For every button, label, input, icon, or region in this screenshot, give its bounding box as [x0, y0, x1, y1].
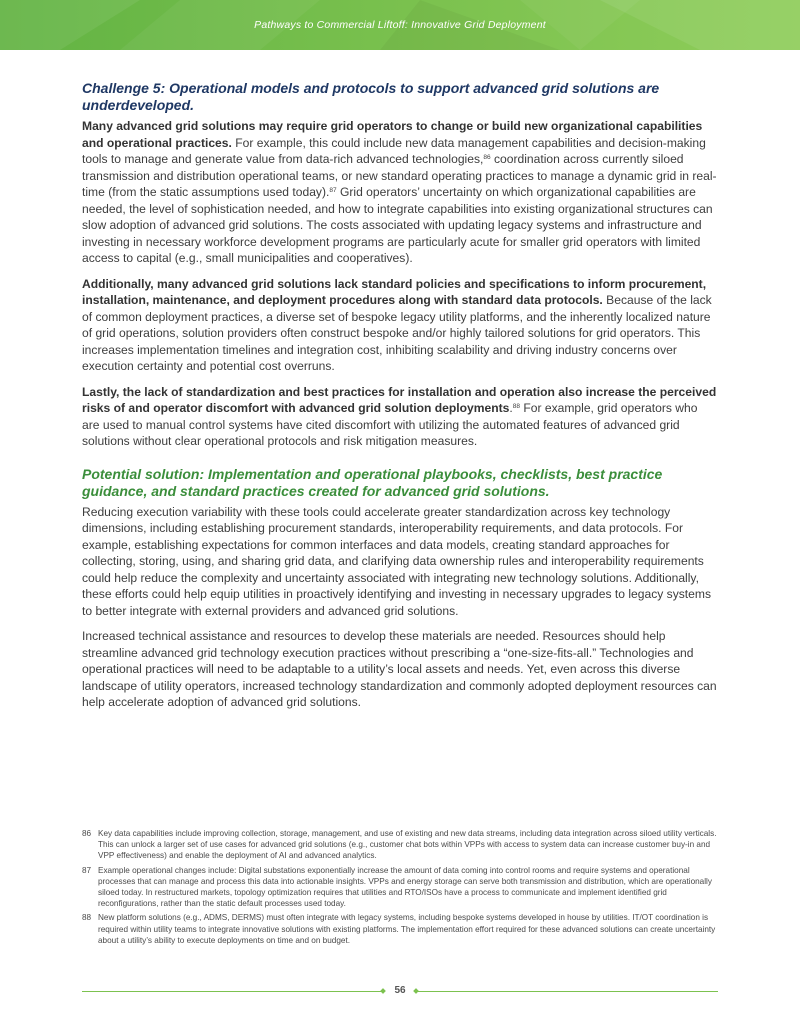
solution-heading: Potential solution: Implementation and operational playbooks, checklists, best practice guidance, and standard practices created for advanced grid solutions.	[82, 465, 663, 499]
footnote-87	[82, 865, 722, 910]
challenge-p1-text-b: coordination across currently siloed transmission and distribution operational teams, or new standard operating practices to manage a dynamic grid in real-time (from the static assumptions used today).	[82, 152, 717, 199]
challenge-p3-text-a: .	[509, 401, 513, 415]
header-banner	[0, 0, 800, 50]
footnote-text: Key data capabilities include improving collection, storage, management, and use of existing and new data streams, including data integration across siloed utility verticals. This can unlock a larger set of use cases for advanced grid solutions (e.g., customer chat bots within VPPs with access to system data can increase customer buy-in and VPP effectiveness) and enable the deployment of AI and advanced analytics.	[98, 829, 717, 861]
footnote-ref-87[interactable]: 87	[329, 187, 337, 194]
footer-rule-left	[82, 991, 382, 992]
footnote-88	[82, 912, 722, 946]
challenge-p3-lead: Lastly, the lack of standardization and best practices for installation and operation also increase the perceived risks of and operator discomfort with advanced grid solution deployments	[82, 384, 717, 415]
footnote-number: 87	[82, 865, 92, 875]
challenge-paragraph-3	[82, 384, 718, 450]
challenge-paragraph-2	[82, 276, 718, 375]
footnote-number: 86	[82, 829, 92, 838]
footnote-86	[82, 828, 722, 862]
footnote-ref-88[interactable]: 88	[512, 403, 520, 410]
footnote-text: Example operational changes include: Digital substations exponentially increase the amount of data coming into control rooms and require systems and operational processes that can manage and process this data into actionable insights. VPPs and energy storage can serve both transmission and distribution, which are operationally siloed today. In restructured markets, topology optimization requires that utilities and RTO/ISOs have a process to communicate and implement identified grid reconfigurations, rather than the static default processes used today.	[98, 865, 712, 909]
header-title: Pathways to Commercial Liftoff: Innovative Grid Deployment	[254, 19, 546, 31]
footer-rule-right	[416, 991, 718, 992]
solution-paragraph-1: Reducing execution variability with these tools could accelerate greater standardization across key technology dimensions, including establishing procurement standards, interoperability requirements, and data protocols. For example, establishing expectations for common interfaces and data models, creating standard approaches for collecting, storing, using, and sharing grid data, and clarifying data ownership rules and interoperability requirements could help reduce the complexity and uncertainty associated with integrating new technology solutions. Additionally, these efforts could help equip utilities in proactively identifying and investing in necessary upgrades to legacy systems to better integrate with external providers and advanced grid solutions.	[82, 504, 712, 618]
challenge-heading: Challenge 5: Operational models and protocols to support advanced grid solutions are underdeveloped.	[82, 80, 660, 113]
challenge-p2-lead: Additionally, many advanced grid solutions lack standard policies and specifications to inform procurement, installation, maintenance, and deployment procedures along with standard data protocols.	[82, 276, 707, 307]
challenge-paragraph-1	[82, 118, 718, 267]
challenge-p1-lead: Many advanced grid solutions may require grid operators to change or build new organizational capabilities and operational practices.	[82, 119, 703, 150]
footnote-number: 88	[82, 913, 92, 923]
challenge-p2-text: Because of the lack of common deployment practices, a diverse set of bespoke legacy utility platforms, and the inherently localized nature of grid operations, solution providers often construct bespoke and/or highly tailored solutions for grid operators. This increases implementation timelines and integration cost, inhibiting scalability and driving industry concerns over execution certainty and potential cost overruns.	[82, 293, 712, 373]
footnotes	[82, 828, 722, 949]
footnote-ref-86[interactable]: 86	[483, 154, 491, 161]
challenge-p1-text-c: Grid operators’ uncertainty on which organizational capabilities are needed, the level of sophistication needed, and how to integrate capabilities into existing organizational structures can slow adoption of advanced grid solutions. The costs associated with updating legacy systems and infrastructure and investing in necessary workforce development programs are particularly acute for smaller grid operators with limited access to capital (e.g., small municipalities and cooperatives).	[82, 185, 713, 265]
challenge-p1-text-a: For example, this could include new data management capabilities and decision-making tools to manage and generate value from data-rich advanced technologies,	[82, 135, 706, 166]
main-content	[82, 80, 718, 720]
footnote-text: New platform solutions (e.g., ADMS, DERMS) must often integrate with legacy systems, including bespoke systems developed in house by utilities. IT/OT coordination is required within utility teams to integrate innovative solutions with existing platforms. The implementation effort required for these advanced solutions can create uncertainty about a utility’s ability to execute deployments on time and on budget.	[98, 913, 716, 945]
solution-paragraph-2: Increased technical assistance and resources to develop these materials are needed. Resources should help streamline advanced grid technology execution practices without prescribing a “one-size-fits-all.” Technologies and operational practices will need to be adaptable to a utility’s local assets and needs. Yet, even across this diverse landscape of utility operators, increased technology standardization and commonly adopted deployment resources can help accelerate adoption of advanced grid solutions.	[82, 629, 717, 709]
challenge-p3-text-b: For example, grid operators who are used to manual control systems have cited discomfort with utilizing the automated features of advanced grid solutions without clear operational protocols and risk mitigation measures.	[82, 401, 698, 448]
page-number: 56	[394, 985, 406, 996]
